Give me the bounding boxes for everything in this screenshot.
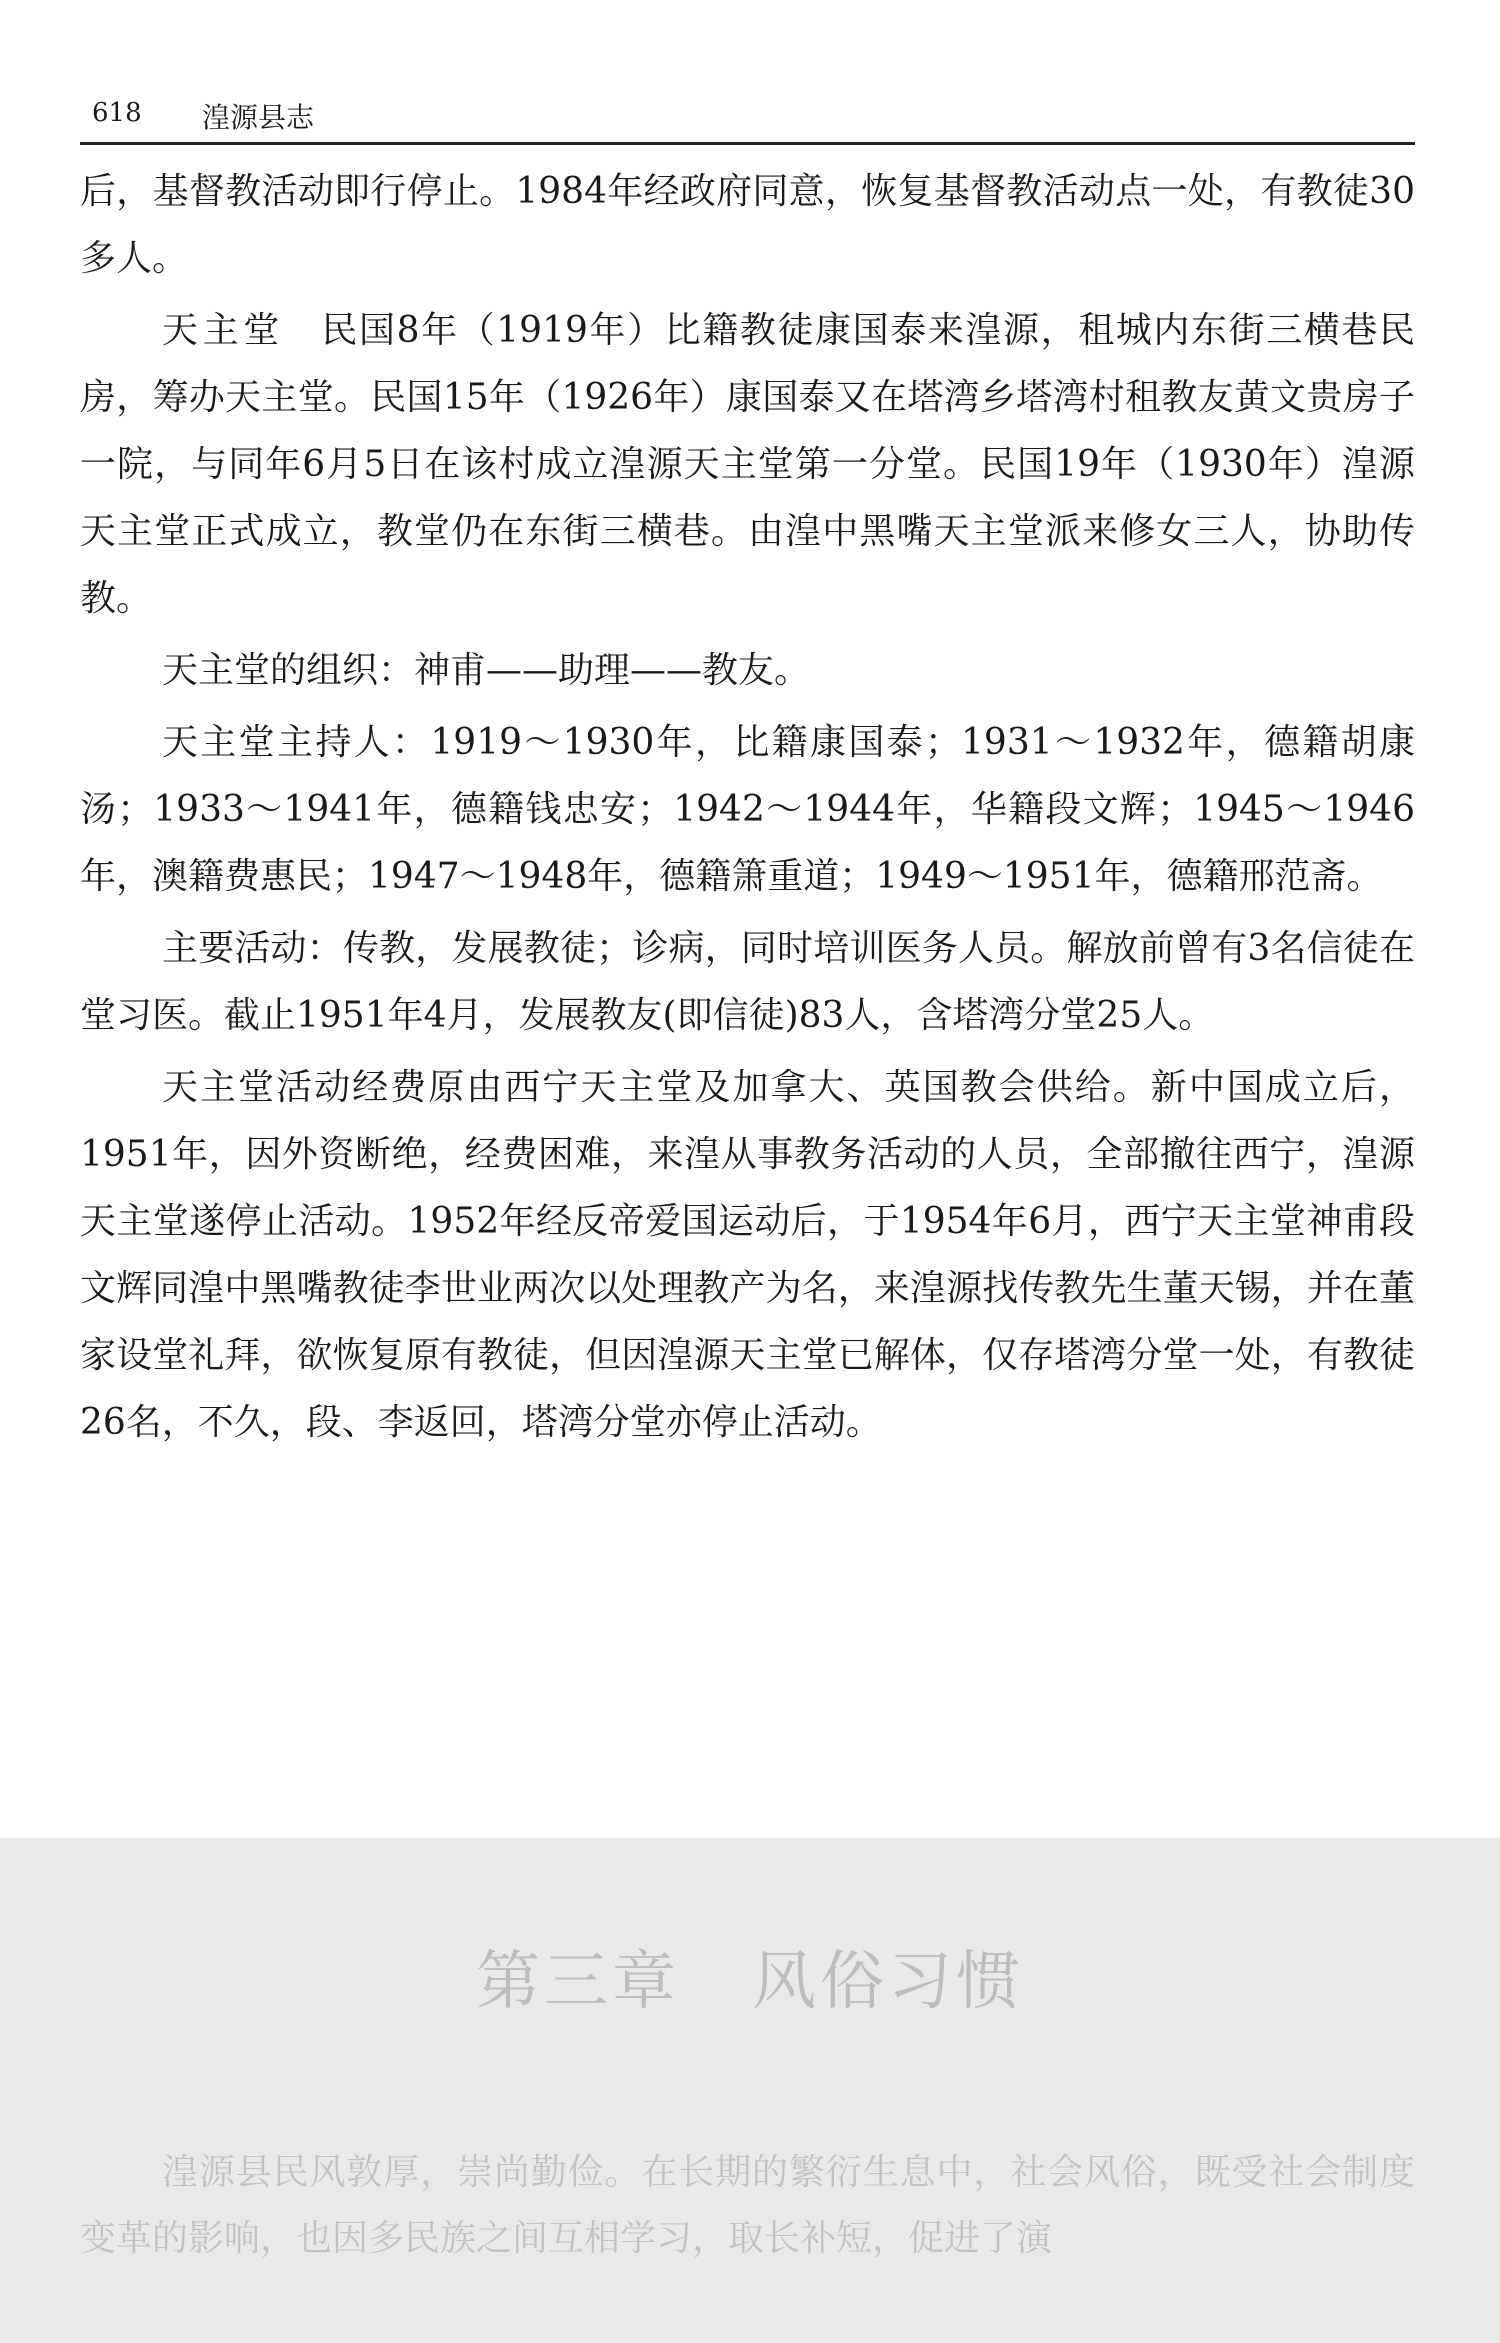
- paragraph-leaders: 天主堂主持人：1919～1930年，比籍康国泰；1931～1932年，德籍胡康汤；1933～1941年，德籍钱忠安；1942～1944年，华籍段文辉；1945～1946年，澳籍费惠民；1947～1948年，德籍箫重道；1949～1951年，德籍邢范斋。: [80, 722, 1415, 897]
- running-header: [80, 92, 1415, 145]
- chapter-intro-paragraph: 湟源县民风敦厚，崇尚勤俭。在长期的繁衍生息中，社会风俗，既受社会制度变革的影响，也因多民族之间互相学习，取长补短，促进了演: [80, 2152, 1415, 2259]
- chapter-intro: [80, 2140, 1415, 2272]
- section-lead-catholic-church: 天主堂: [162, 310, 284, 351]
- paragraph-organization: 天主堂的组织：神甫——助理——教友。: [162, 650, 811, 691]
- chapter-title: 风俗习惯: [752, 1945, 1024, 2019]
- chapter-number: 第三章: [476, 1945, 680, 2019]
- paragraph-catholic-church: [80, 297, 1415, 632]
- chapter-heading: [0, 1930, 1500, 2022]
- paragraph-activities: 主要活动：传教，发展教徒；诊病，同时培训医务人员。解放前曾有3名信徒在堂习医。截止1951年4月，发展教友(即信徒)83人，含塔湾分堂25人。: [80, 928, 1415, 1036]
- paragraph-text: 民国8年（1919年）比籍教徒康国泰来湟源，租城内东街三横巷民房，筹办天主堂。民国15年（1926年）康国泰又在塔湾乡塔湾村租教友黄文贵房子一院，与同年6月5日在该村成立湟源天主堂第一分堂。民国19年（1930年）湟源天主堂正式成立，教堂仍在东街三横巷。由湟中黑嘴天主堂派来修女三人，协助传教。: [80, 310, 1415, 619]
- paragraph-continuation: 后，基督教活动即行停止。1984年经政府同意，恢复基督教活动点一处，有教徒30多人。: [80, 171, 1415, 279]
- body-text: [80, 158, 1415, 1456]
- page-number: 618: [92, 98, 142, 128]
- book-title: 湟源县志: [202, 101, 315, 134]
- paragraph-funding: 天主堂活动经费原由西宁天主堂及加拿大、英国教会供给。新中国成立后，1951年，因外资断绝，经费困难，来湟从事教务活动的人员，全部撤往西宁，湟源天主堂遂停止活动。1952年经反帝爱国运动后，于1954年6月，西宁天主堂神甫段文辉同湟中黑嘴教徒李世业两次以处理教产为名，来湟源找传教先生董天锡，并在董家设堂礼拜，欲恢复原有教徒，但因湟源天主堂已解体，仅存塔湾分堂一处，有教徒26名，不久，段、李返回，塔湾分堂亦停止活动。: [80, 1067, 1415, 1443]
